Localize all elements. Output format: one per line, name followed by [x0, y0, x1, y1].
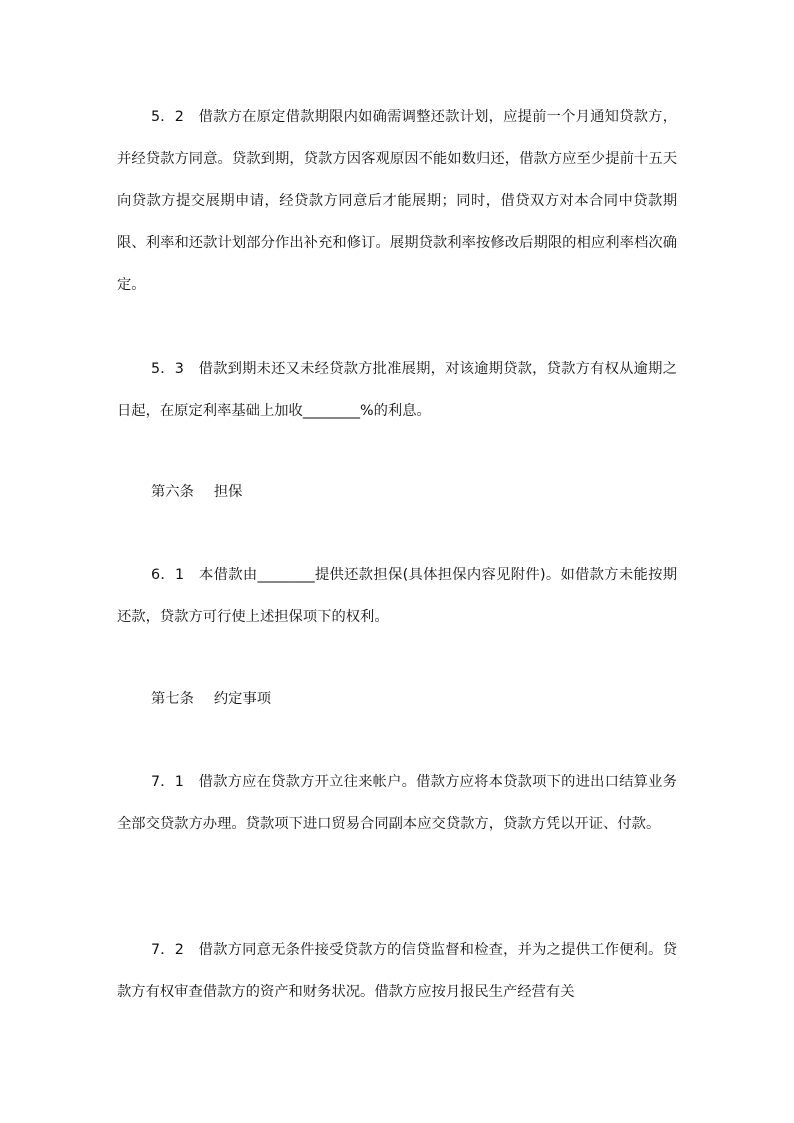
article-7-heading: [151, 678, 271, 720]
article-6-title: 担保: [213, 484, 243, 500]
article-6-number: 第六条: [151, 484, 194, 500]
paragraph-7-1: 7．1 借款方应在贷款方开立往来帐户。借款方应将本贷款项下的进出口结算业务全部交贷款方办理。贷款项下进口贸易合同副本应交贷款方，贷款方凭以开证、付款。: [117, 774, 677, 832]
article-6-heading: [151, 471, 242, 513]
paragraph-5-2: 5．2 借款方在原定借款期限内如确需调整还款计划，应提前一个月通知贷款方，并经贷款方同意。贷款到期，贷款方因客观原因不能如数归还，借款方应至少提前十五天向贷款方提交展期申请，经贷款方同意后才能展期；同时，借贷双方对本合同中贷款期限、利率和还款计划部分作出补充和修订。展期贷款利率按修改后期限的相应利率档次确定。: [117, 109, 677, 293]
paragraph-5-3: 5．3 借款到期未还又未经贷款方批准展期，对该逾期贷款，贷款方有权从逾期之日起，在原定利率基础上加收________%的利息。: [117, 361, 677, 419]
paragraph-6-1: 6．1 本借款由________提供还款担保(具体担保内容见附件)。如借款方未能按期还款，贷款方可行使上述担保项下的权利。: [117, 567, 677, 625]
article-7-number: 第七条: [151, 691, 194, 707]
paragraph-7-2: 7．2 借款方同意无条件接受贷款方的信贷监督和检查，并为之提供工作便利。贷款方有权审查借款方的资产和财务状况。借款方应按月报民生产经营有关: [117, 942, 677, 1000]
article-7-title: 约定事项: [213, 691, 272, 707]
